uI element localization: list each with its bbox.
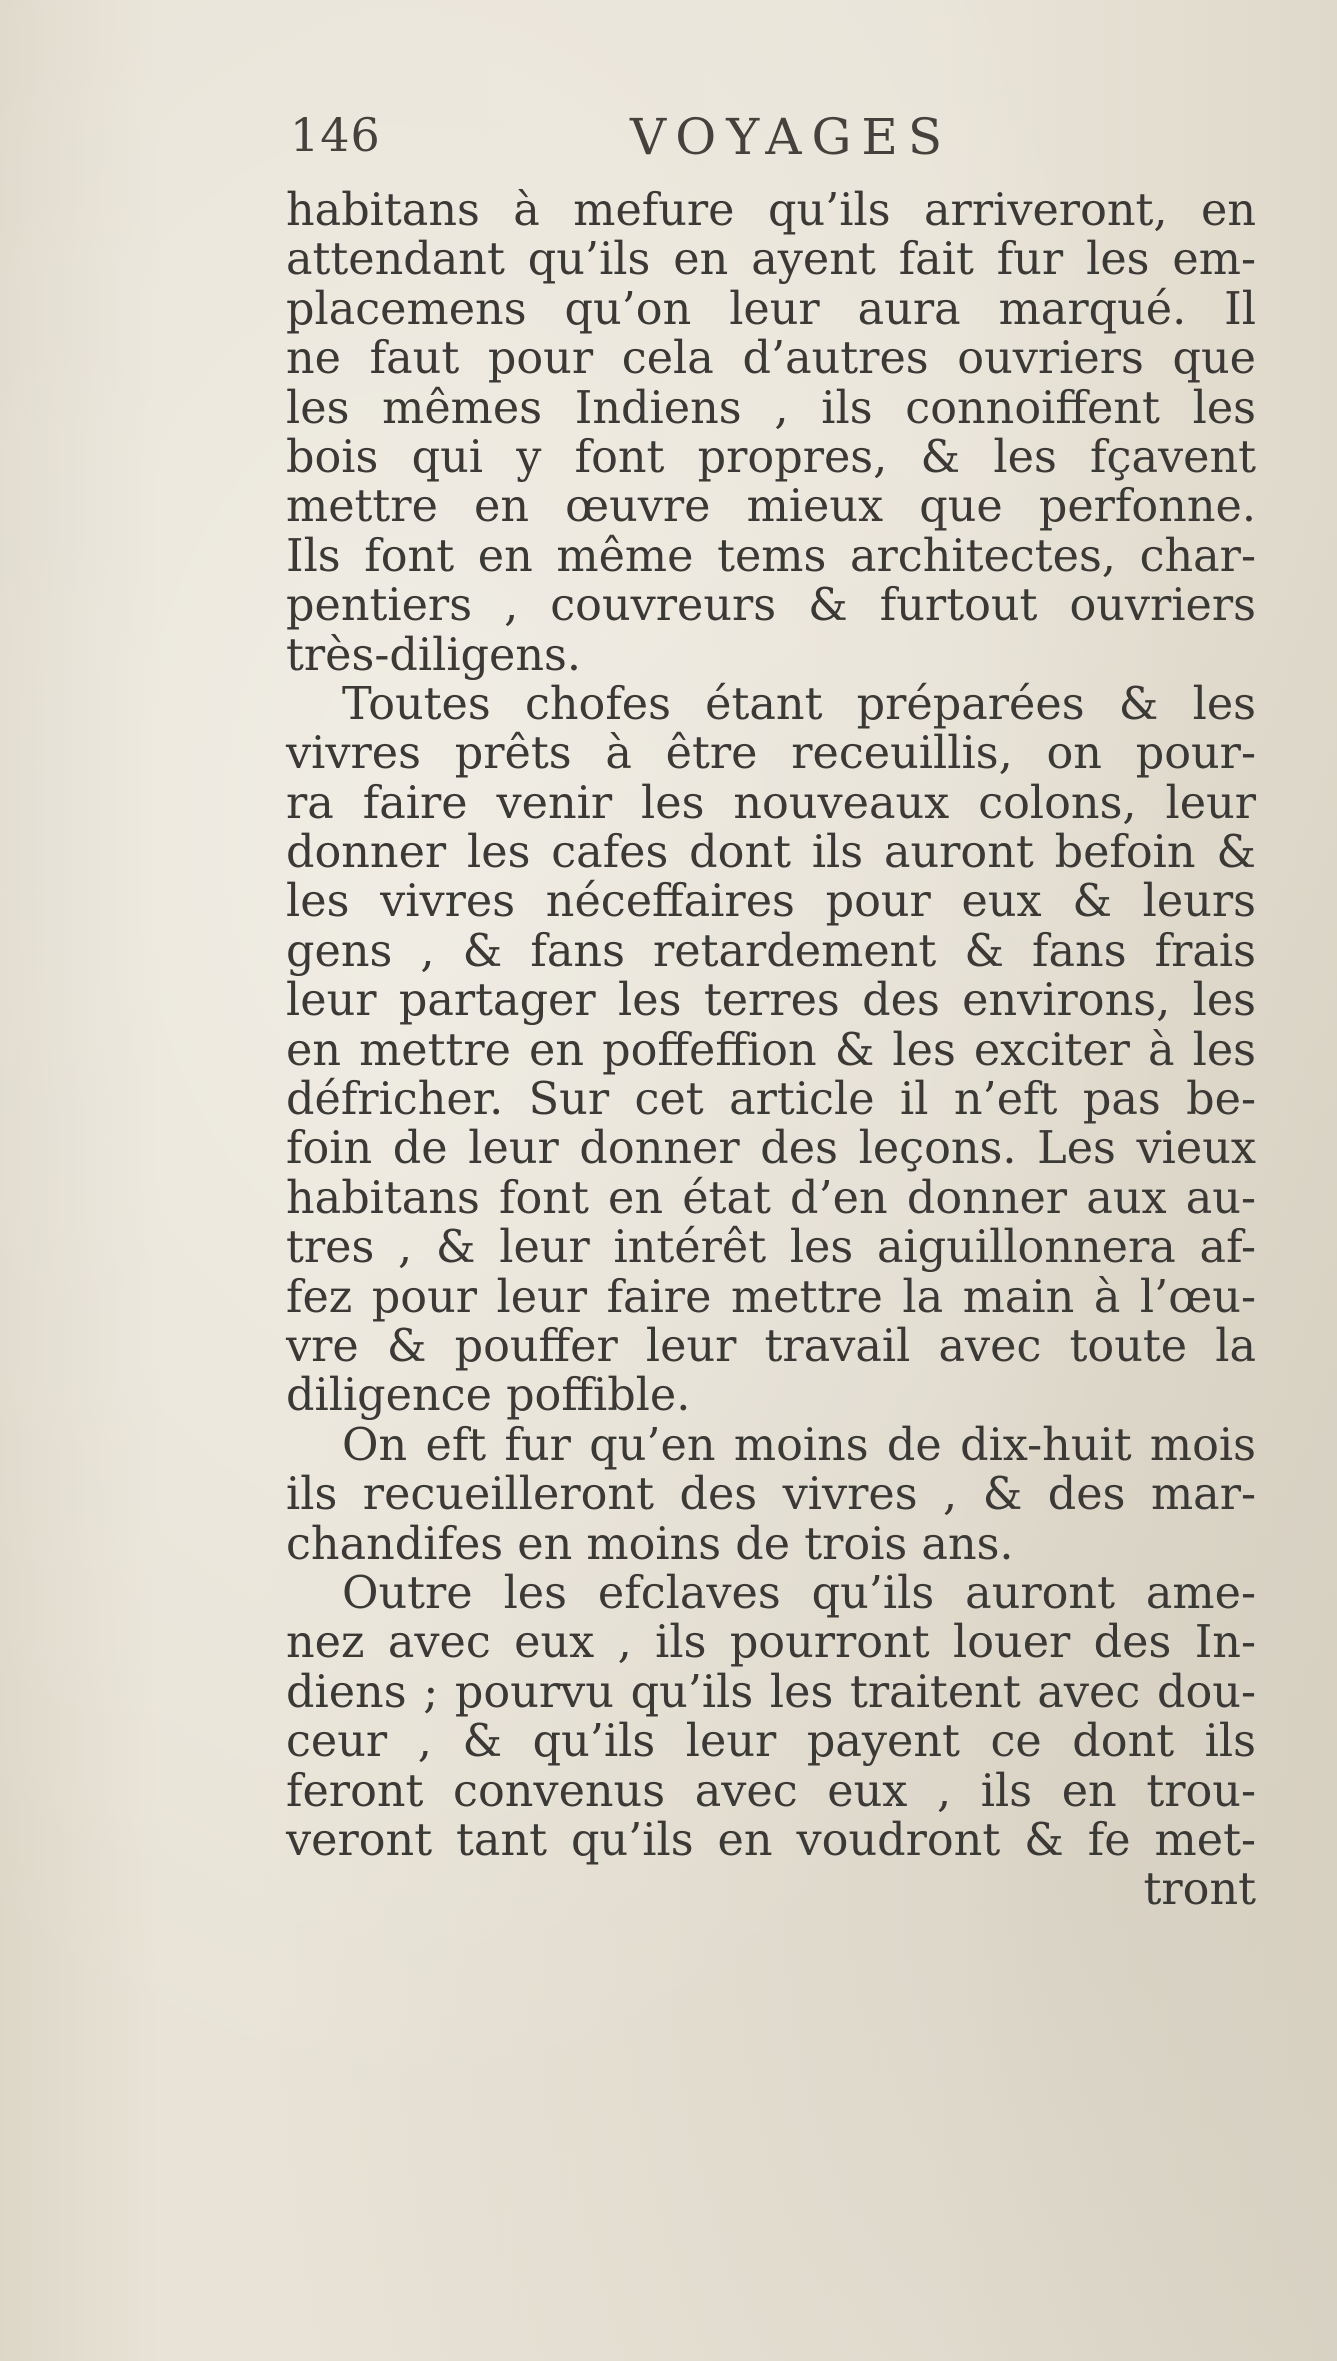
paragraph-start-line: On eft fur qu’en moins de dix-huit mois [342,1419,1256,1471]
page-number: 146 [290,108,381,162]
text-line: Ils font en même tems architectes, char- [286,530,1256,582]
text-line: les mêmes Indiens , ils connoiffent les [286,382,1256,434]
catchword: tront [1143,1864,1256,1916]
text-line: donner les cafes dont ils auront befoin & [286,827,1256,879]
paragraph-start-line: Toutes chofes étant préparées & les [342,678,1256,730]
text-line: fez pour leur faire mettre la main à l’œu- [286,1271,1256,1323]
text-line: chandifes en moins de trois ans. [286,1518,1014,1570]
text-line: habitans font en état d’en donner aux au- [286,1172,1256,1224]
text-line: ceur , & qu’ils leur payent ce dont ils [286,1716,1256,1768]
text-line: très-diligens. [286,629,582,681]
text-line: défricher. Sur cet article il n’eft pas be- [286,1074,1256,1126]
text-line: nez avec eux , ils pourront louer des In- [286,1617,1256,1669]
text-line: bois qui y font propres, & les fçavent [286,431,1256,483]
text-line: ra faire venir les nouveaux colons, leur [286,777,1256,829]
text-line: placemens qu’on leur aura marqué. Il [286,283,1256,335]
running-title: VOYAGES [630,108,953,166]
page-header [290,108,1260,168]
text-line: diligence poffible. [286,1370,691,1422]
text-line: les vivres néceffaires pour eux & leurs [286,876,1256,928]
paragraph-start-line: Outre les efclaves qu’ils auront ame- [342,1567,1256,1619]
text-line: tres , & leur intérêt les aiguillonnera af- [286,1222,1256,1274]
text-line: diens ; pourvu qu’ils les traitent avec dou- [286,1666,1256,1718]
text-line: gens , & fans retardement & fans frais [286,925,1256,977]
text-line: habitans à mefure qu’ils arriveront, en [286,185,1256,236]
text-line: attendant qu’ils en ayent fait fur les em- [286,234,1256,286]
text-line: vivres prêts à être receuillis, on pour- [286,728,1256,780]
text-line: veront tant qu’ils en voudront & fe met- [286,1814,1256,1866]
text-line: foin de leur donner des leçons. Les vieux [286,1123,1256,1175]
text-line: pentiers , couvreurs & furtout ouvriers [286,580,1256,632]
body-text [286,186,1256,1915]
text-line: ne faut pour cela d’autres ouvriers que [286,333,1256,385]
text-line: feront convenus avec eux , ils en trou- [286,1765,1256,1817]
text-line: leur partager les terres des environs, les [286,975,1256,1027]
text-line: en mettre en poffeffion & les exciter à les [286,1024,1256,1076]
text-line: vre & pouffer leur travail avec toute la [286,1320,1256,1372]
text-line: mettre en œuvre mieux que perfonne. [286,481,1256,533]
text-line: ils recueilleront des vivres , & des mar- [286,1469,1256,1521]
